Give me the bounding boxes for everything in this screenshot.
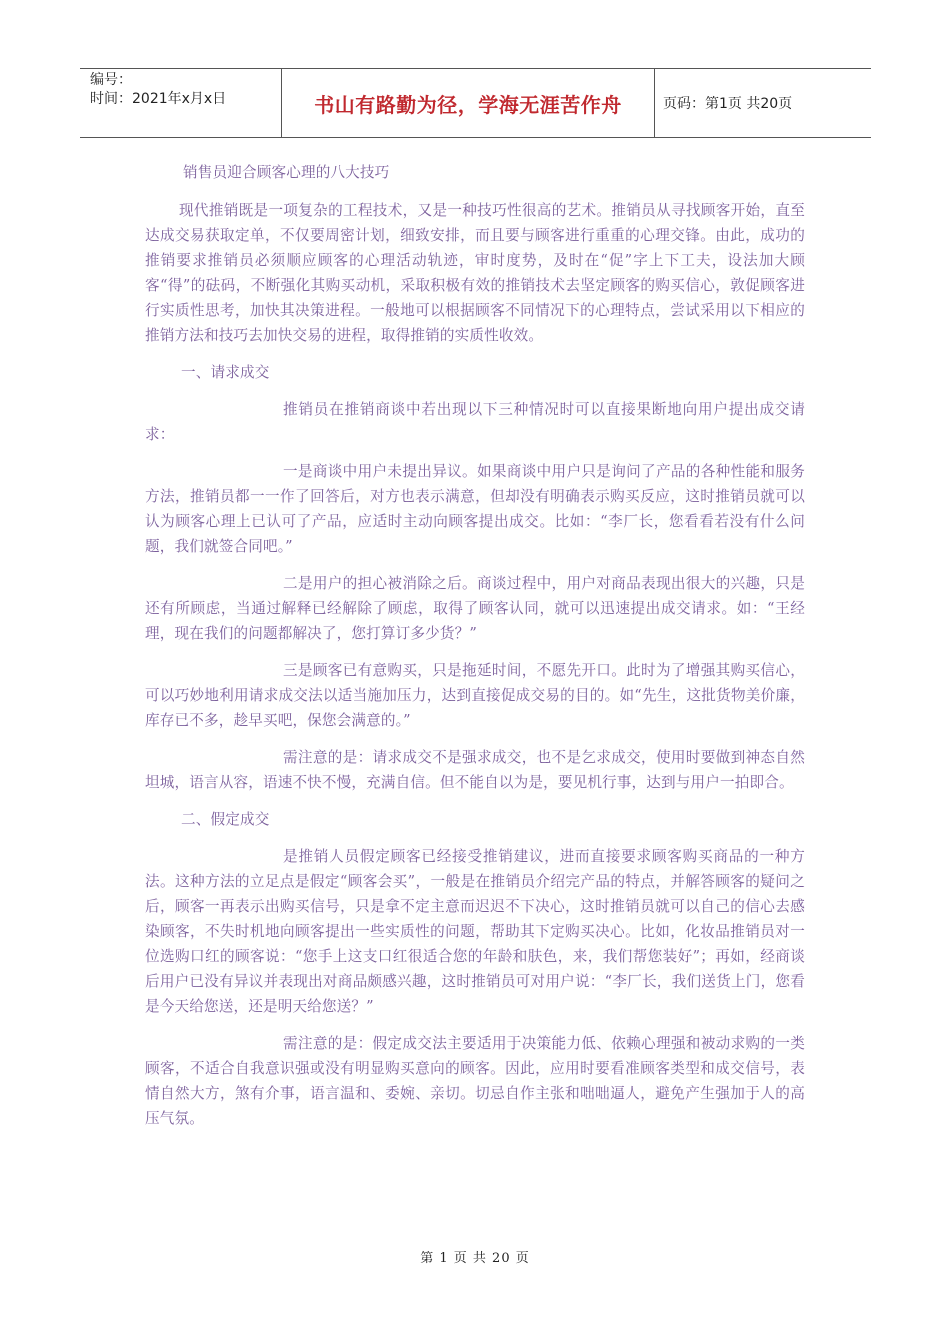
header-motto: 书山有路勤为径，学海无涯苦作舟	[282, 69, 655, 137]
section2-paragraph-1: 是推销人员假定顾客已经接受推销建议，进而直接要求顾客购买商品的一种方法。这种方法的立足点是假定“顾客会买”，一般是在推销员介绍完产品的特点，并解答顾客的疑问之后，顾客一再表示出购买信号，只是拿不定主意而迟迟不下决心，这时推销员就可以自己的信心去感染顾客，不失时机地向顾客提出一些实质性的问题，帮助其下定购买决心。比如，化妆品推销员对一位选购口红的顾客说：“您手上这支口红很适合您的年龄和肤色，来，我们帮您装好”；再如，经商谈后用户已没有异议并表现出对商品颇感兴趣，这时推销员可对用户说：“李厂长，我们送货上门，您看是今天给您送，还是明天给您送？”	[145, 848, 805, 1015]
intro-paragraph: 现代推销既是一项复杂的工程技术，又是一种技巧性很高的艺术。推销员从寻找顾客开始，直至达成交易获取定单，不仅要周密计划，细致安排，而且要与顾客进行重重的心理交锋。由此，成功的推销要求推销员必须顺应顾客的心理活动轨迹，审时度势，及时在“促”字上下工夫，设法加大顾客“得”的砝码，不断强化其购买动机，采取积极有效的推销技术去坚定顾客的购买信心，敦促顾客进行实质性思考，加快其决策进程。一般地可以根据顾客不同情况下的心理特点，尝试采用以下相应的推销方法和技巧去加快交易的进程，取得推销的实质性收效。	[145, 202, 805, 344]
section-heading-2: 二、假定成交	[181, 811, 270, 828]
section1-paragraph-1: 推销员在推销商谈中若出现以下三种情况时可以直接果断地向用户提出成交请求：	[145, 401, 805, 443]
section2-paragraph-2: 需注意的是：假定成交法主要适用于决策能力低、依赖心理强和被动求购的一类顾客，不适合自我意识强或没有明显购买意向的顾客。因此，应用时要看准顾客类型和成交信号，表情自然大方，煞有介事，语言温和、委婉、亲切。切忌自作主张和咄咄逼人，避免产生强加于人的高压气氛。	[145, 1035, 805, 1127]
time-label: 时间：2021年x月x日	[90, 91, 227, 107]
section1-paragraph-4: 三是顾客已有意购买，只是拖延时间，不愿先开口。此时为了增强其购买信心，可以巧妙地利用请求成交法以适当施加压力，达到直接促成交易的目的。如“先生，这批货物美价廉，库存已不多，趁早买吧，保您会满意的。”	[145, 662, 805, 729]
header-meta-cell	[80, 69, 282, 137]
header-page-info: 页码：第1页 共20页	[663, 96, 793, 112]
section-heading-1: 一、请求成交	[181, 364, 270, 381]
section1-paragraph-5: 需注意的是：请求成交不是强求成交，也不是乞求成交，使用时要做到神态自然坦城，语言从容，语速不快不慢，充满自信。但不能自以为是，要见机行事，达到与用户一拍即合。	[145, 749, 805, 791]
section1-paragraph-2: 一是商谈中用户未提出异议。如果商谈中用户只是询问了产品的各种性能和服务方法，推销员都一一作了回答后，对方也表示满意，但却没有明确表示购买反应，这时推销员就可以认为顾客心理上已认可了产品，应适时主动向顾客提出成交。比如：“李厂长，您看看若没有什么问题，我们就签合同吧。”	[145, 463, 805, 555]
document-title: 销售员迎合顾客心理的八大技巧	[183, 164, 390, 181]
section1-paragraph-3: 二是用户的担心被消除之后。商谈过程中，用户对商品表现出很大的兴趣，只是还有所顾虑，当通过解释已经解除了顾虑，取得了顾客认同，就可以迅速提出成交请求。如：“王经理，现在我们的问题都解决了，您打算订多少货？”	[145, 575, 805, 642]
number-label: 编号：	[90, 72, 132, 88]
document-body	[145, 160, 805, 1143]
document-header	[80, 68, 871, 138]
page-footer: 第 1 页 共 20 页	[420, 1251, 530, 1266]
